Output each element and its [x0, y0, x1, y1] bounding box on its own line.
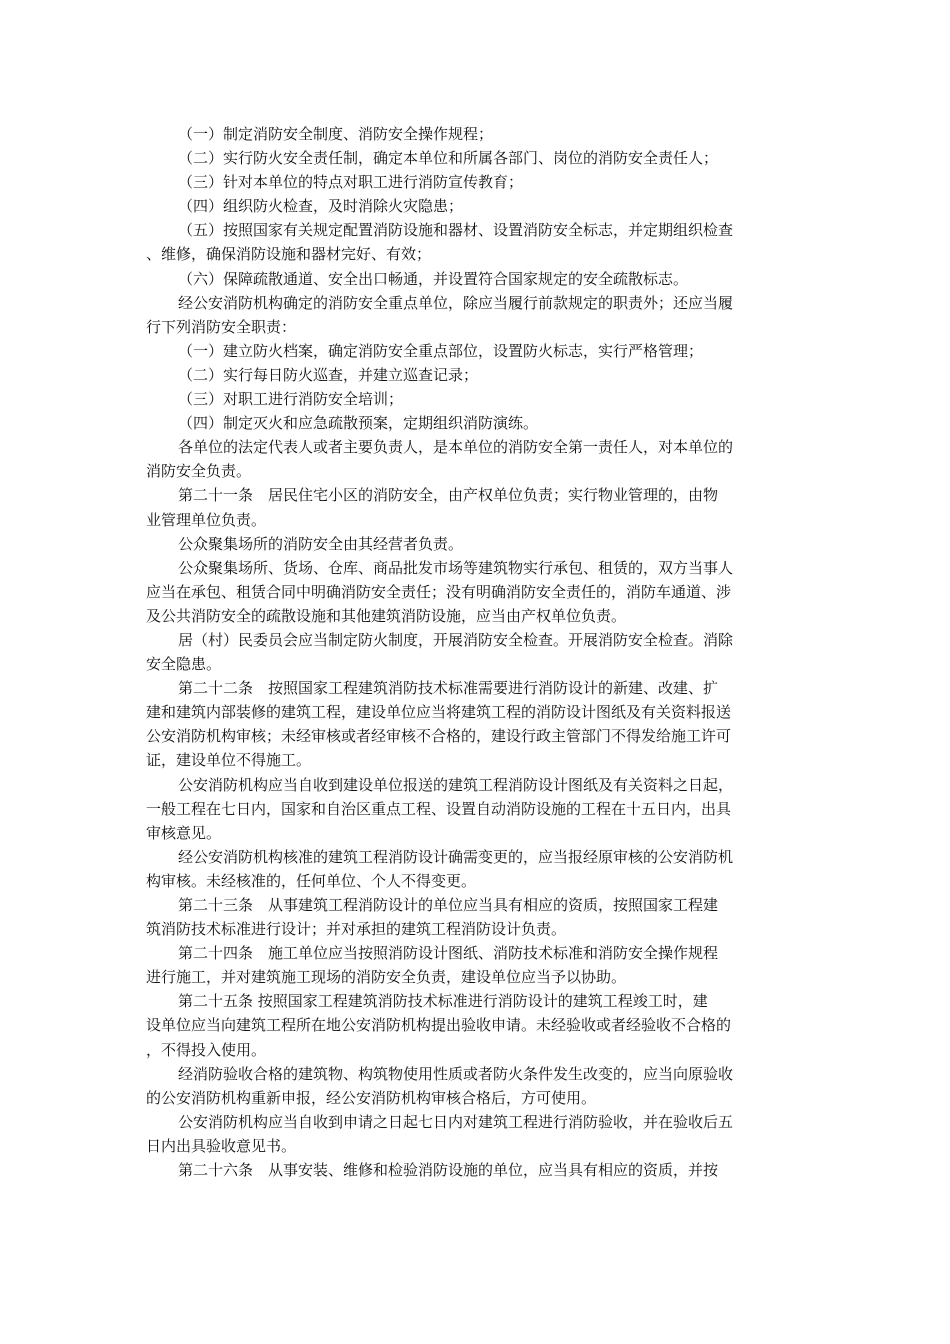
text-line: 各单位的法定代表人或者主要负责人，是本单位的消防安全第一责任人，对本单位的 — [178, 438, 734, 457]
text-line: 公众聚集场所的消防安全由其经营者负责。 — [178, 534, 464, 553]
text-line: 行下列消防安全职责： — [146, 317, 297, 336]
text-line: 一般工程在七日内，国家和自治区重点工程、设置自动消防设施的工程在十五日内，出具 — [146, 799, 732, 818]
text-line: 第二十一条 居民住宅小区的消防安全，由产权单位负责；实行物业管理的，由物 — [178, 486, 719, 505]
text-line: （五）按照国家有关规定配置消防设施和器材、设置消防安全标志，并定期组织检查 — [178, 221, 734, 240]
text-line: 第二十三条 从事建筑工程消防设计的单位应当具有相应的资质，按照国家工程建 — [178, 896, 719, 914]
text-line: 经公安消防机构确定的消防安全重点单位，除应当履行前款规定的职责外；还应当履 — [178, 293, 734, 312]
text-line: 业管理单位负责。 — [146, 510, 267, 529]
text-line: （三）针对本单位的特点对职工进行消防宣传教育； — [178, 173, 524, 192]
text-line: （四）组织防火检查，及时消除火灾隐患； — [178, 197, 464, 216]
text-line: 证，建设单位不得施工。 — [146, 751, 312, 770]
text-line: （一）建立防火档案，确定消防安全重点部位，设置防火标志，实行严格管理； — [178, 341, 704, 360]
text-line: 进行施工，并对建筑施工现场的消防安全负责，建设单位应当予以协助。 — [146, 968, 627, 987]
text-line: 建和建筑内部装修的建筑工程，建设单位应当将建筑工程的消防设计图纸及有关资料报送 — [146, 703, 732, 722]
text-line: 安全隐患。 — [146, 655, 222, 674]
text-line: （四）制定灭火和应急疏散预案，定期组织消防演练。 — [178, 414, 539, 433]
text-line: 应当在承包、租赁合同中明确消防安全责任；没有明确消防安全责任的，消防车通道、涉 — [146, 582, 732, 601]
text-line: 经公安消防机构核准的建筑工程消防设计确需变更的，应当报经原审核的公安消防机 — [178, 847, 734, 866]
text-line: 公安消防机构审核；未经审核或者经审核不合格的，建设行政主管部门不得发给施工许可 — [146, 727, 732, 746]
text-line: 公安消防机构应当自收到申请之日起七日内对建筑工程进行消防验收，并在验收后五 — [178, 1112, 734, 1131]
text-line: 、维修，确保消防设施和器材完好、有效； — [146, 245, 432, 264]
text-line: 日内出具验收意见书。 — [146, 1136, 297, 1155]
document-body — [146, 122, 806, 1182]
text-line: 第二十六条 从事安装、维修和检验消防设施的单位，应当具有相应的资质，并按 — [178, 1161, 719, 1180]
text-line: 居（村）民委员会应当制定防火制度，开展消防安全检查。开展消防安全检查。消除 — [178, 630, 734, 649]
text-line: 第二十五条 按照国家工程建筑消防技术标准进行消防设计的建筑工程竣工时，建 — [178, 992, 708, 1011]
text-line: ，不得投入使用。 — [146, 1040, 267, 1059]
text-line: 筑消防技术标准进行设计；并对承担的建筑工程消防设计负责。 — [146, 920, 567, 939]
text-line: 第二十二条 按照国家工程建筑消防技术标准需要进行消防设计的新建、改建、扩 — [178, 679, 719, 698]
text-line: 第二十四条 施工单位应当按照消防设计图纸、消防技术标准和消防安全操作规程 — [178, 944, 719, 963]
text-line: 审核意见。 — [146, 823, 222, 842]
text-line: 经消防验收合格的建筑物、构筑物使用性质或者防火条件发生改变的，应当向原验收 — [178, 1064, 734, 1083]
text-line: （一）制定消防安全制度、消防安全操作规程； — [178, 125, 494, 143]
text-line: 设单位应当向建筑工程所在地公安消防机构提出验收申请。未经验收或者经验收不合格的 — [146, 1016, 732, 1035]
text-line: 消防安全负责。 — [146, 462, 252, 481]
text-line: （六）保障疏散通道、安全出口畅通，并设置符合国家规定的安全疏散标志。 — [178, 269, 689, 288]
text-line: 公安消防机构应当自收到建设单位报送的建筑工程消防设计图纸及有关资料之日起， — [178, 775, 734, 794]
text-line: 构审核。未经核准的，任何单位、个人不得变更。 — [146, 871, 477, 890]
text-line: 的公安消防机构重新申报，经公安消防机构审核合格后，方可使用。 — [146, 1088, 597, 1107]
text-line: （二）实行每日防火巡查，并建立巡查记录； — [178, 365, 479, 384]
text-line: （三）对职工进行消防安全培训； — [178, 390, 404, 409]
text-line: （二）实行防火安全责任制，确定本单位和所属各部门、岗位的消防安全责任人； — [178, 149, 719, 168]
text-line: 公众聚集场所、货场、仓库、商品批发市场等建筑物实行承包、租赁的，双方当事人 — [178, 558, 734, 577]
text-line: 及公共消防安全的疏散设施和其他建筑消防设施，应当由产权单位负责。 — [146, 606, 627, 625]
